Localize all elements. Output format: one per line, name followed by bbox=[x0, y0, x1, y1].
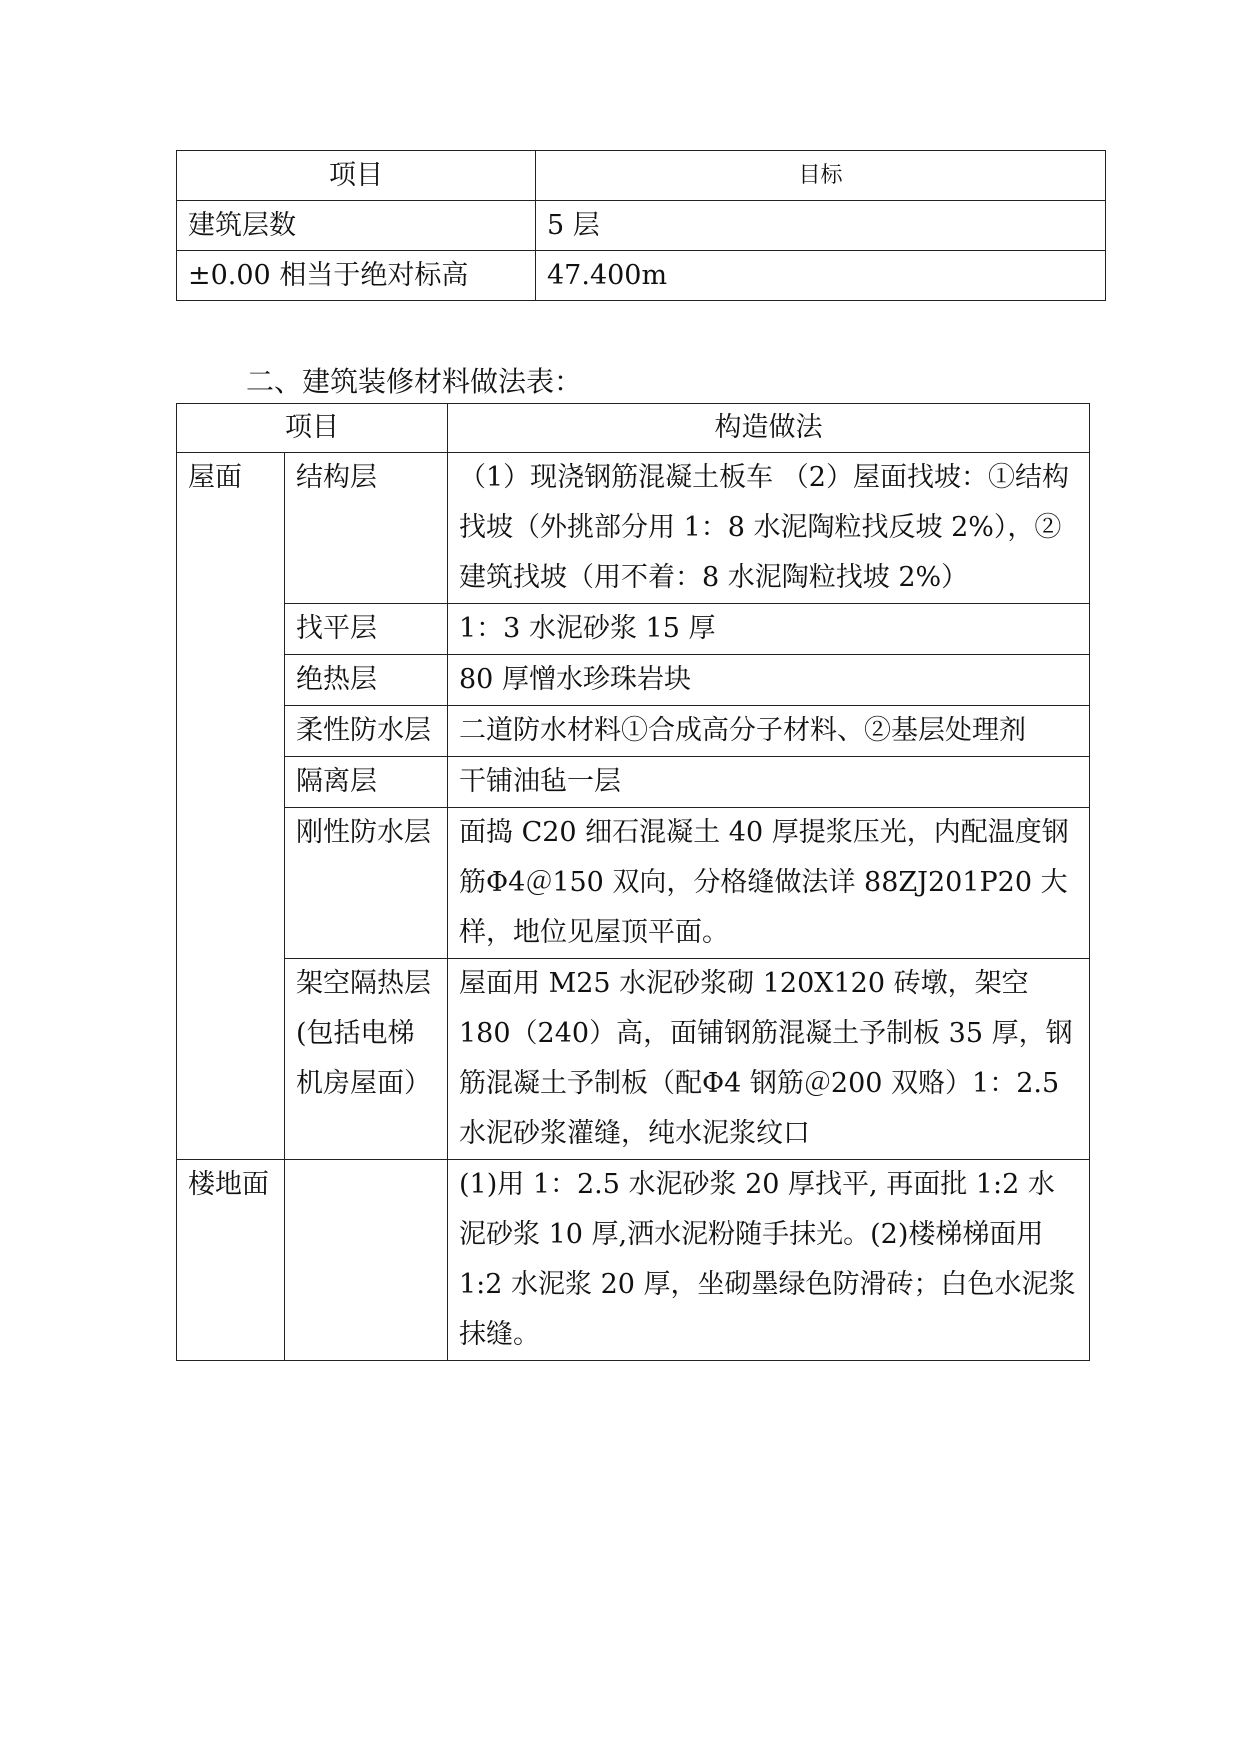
layer-method: 80 厚憎水珍珠岩块 bbox=[448, 655, 1090, 706]
layer-name: 隔离层 bbox=[285, 757, 448, 808]
table-row bbox=[177, 251, 1106, 301]
header-item: 项目 bbox=[177, 404, 448, 453]
layer-method: 1：3 水泥砂浆 15 厚 bbox=[448, 604, 1090, 655]
layer-method: (1)用 1：2.5 水泥砂浆 20 厚找平, 再面批 1:2 水泥砂浆 10 厚,洒水泥粉随手抹光。(2)楼梯梯面用 1:2 水泥浆 20 厚，坐砌墨绿色防滑砖；白色水泥浆抹缝。 bbox=[448, 1160, 1090, 1361]
layer-method: 二道防水材料①合成高分子材料、②基层处理剂 bbox=[448, 706, 1090, 757]
table-row bbox=[177, 655, 1090, 706]
table-row bbox=[177, 1160, 1090, 1361]
layer-name: 找平层 bbox=[285, 604, 448, 655]
table-header-row bbox=[177, 151, 1106, 201]
row-label: ±0.00 相当于绝对标高 bbox=[177, 251, 536, 301]
layer-method: 面捣 C20 细石混凝土 40 厚提浆压光，内配温度钢筋Φ4＠150 双向，分格缝做法详 88ZJ201P20 大样，地位见屋顶平面。 bbox=[448, 808, 1090, 959]
layer-name: 结构层 bbox=[285, 453, 448, 604]
layer-method: （1）现浇钢筋混凝土板车 （2）屋面找坡：①结构找坡（外挑部分用 1：8 水泥陶粒找反坡 2%），②建筑找坡（用不着：8 水泥陶粒找坡 2%） bbox=[448, 453, 1090, 604]
header-item: 项目 bbox=[177, 151, 536, 201]
row-value: 47.400m bbox=[536, 251, 1106, 301]
materials-table bbox=[176, 403, 1090, 1361]
layer-name: 刚性防水层 bbox=[285, 808, 448, 959]
table-row bbox=[177, 706, 1090, 757]
layer-method: 干铺油毡一层 bbox=[448, 757, 1090, 808]
table-row bbox=[177, 201, 1106, 251]
row-value: 5 层 bbox=[536, 201, 1106, 251]
table-header-row bbox=[177, 404, 1090, 453]
table-row bbox=[177, 453, 1090, 604]
row-label: 建筑层数 bbox=[177, 201, 536, 251]
header-method: 构造做法 bbox=[448, 404, 1090, 453]
project-target-table bbox=[176, 150, 1106, 301]
category-floor: 楼地面 bbox=[177, 1160, 285, 1361]
table-row bbox=[177, 959, 1090, 1160]
table-row bbox=[177, 808, 1090, 959]
table-row bbox=[177, 757, 1090, 808]
layer-name: 柔性防水层 bbox=[285, 706, 448, 757]
layer-name bbox=[285, 1160, 448, 1361]
layer-method: 屋面用 M25 水泥砂浆砌 120X120 砖墩，架空 180（240）高，面铺钢筋混凝土予制板 35 厚，钢筋混凝土予制板（配Φ4 钢筋＠200 双赂）1：2.5 水泥砂浆灌缝，纯水泥浆纹口 bbox=[448, 959, 1090, 1160]
table-row bbox=[177, 604, 1090, 655]
section-title: 二、建筑装修材料做法表： bbox=[246, 365, 583, 398]
layer-name: 绝热层 bbox=[285, 655, 448, 706]
category-roof: 屋面 bbox=[177, 453, 285, 1160]
header-target: 目标 bbox=[536, 151, 1106, 201]
layer-name: 架空隔热层(包括电梯机房屋面） bbox=[285, 959, 448, 1160]
